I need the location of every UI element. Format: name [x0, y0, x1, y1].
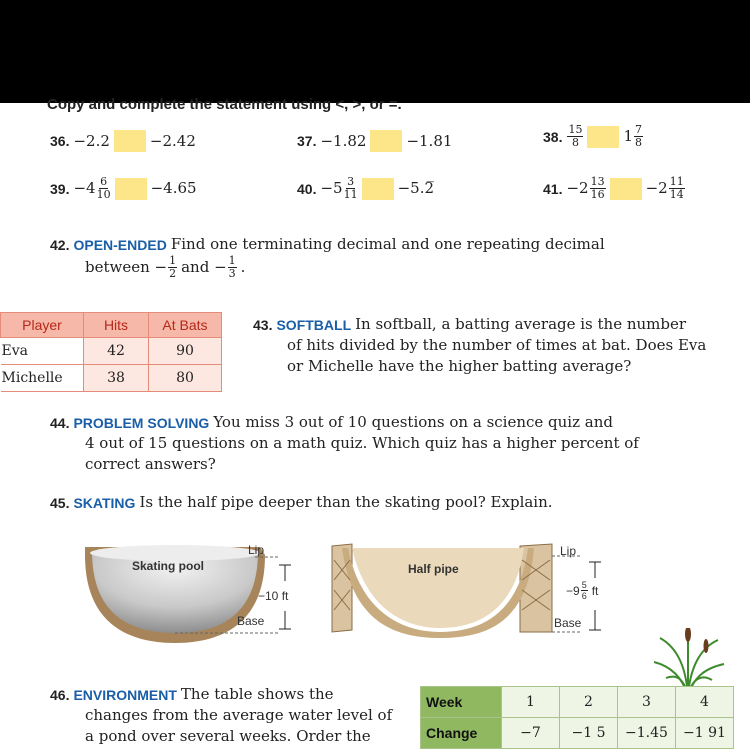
table-cell: 2	[560, 687, 618, 718]
left-value: −1.82	[320, 131, 367, 150]
answer-box[interactable]	[370, 130, 402, 152]
question-44	[50, 412, 740, 475]
question-keyword: SOFTBALL	[276, 316, 352, 333]
problem-number: 41.	[543, 180, 563, 197]
pipe-lip-label: Lip	[560, 544, 577, 558]
problem-40	[297, 176, 438, 201]
right-value: −4.65	[150, 179, 197, 197]
left-whole: −4	[73, 179, 96, 197]
depth-whole: −9	[566, 583, 580, 598]
table-cell: −1.45	[618, 718, 676, 749]
question-text: The table shows the	[180, 685, 334, 703]
right-value: −2.42	[149, 131, 196, 150]
question-text: 4 out of 15 questions on a math quiz. Which quiz has a higher percent of	[85, 434, 639, 452]
table-cell: −1 91	[676, 718, 734, 749]
pool-base-label: Base	[237, 614, 265, 628]
answer-box[interactable]	[610, 178, 642, 200]
left-fraction: $\frac{15}{8}$	[568, 123, 583, 149]
problem-number: 39.	[50, 180, 70, 197]
answer-box[interactable]	[114, 130, 146, 152]
water-level-table	[420, 686, 734, 749]
right-value: −1.81	[406, 131, 453, 150]
pool-title: Skating pool	[132, 559, 204, 573]
left-whole: −2	[566, 179, 589, 197]
problem-38	[543, 124, 647, 149]
question-text: In softball, a batting average is the number	[355, 315, 687, 333]
table-cell: −7	[502, 718, 560, 749]
question-text: and −	[181, 258, 227, 276]
table-cell: Eva	[1, 338, 84, 365]
pipe-depth-label	[566, 580, 602, 601]
left-fraction: $\frac{13}{16}$	[590, 175, 605, 201]
answer-box[interactable]	[362, 178, 394, 200]
header-player: Player	[1, 313, 84, 338]
question-text: of hits divided by the number of times at bat. Does Eva	[287, 336, 707, 354]
question-43	[253, 314, 743, 377]
table-row	[1, 338, 222, 365]
problem-41	[543, 176, 689, 201]
pool-depth-label: −10 ft	[258, 589, 289, 603]
question-text: You miss 3 out of 10 questions on a science quiz and	[213, 413, 613, 431]
question-keyword: SKATING	[73, 494, 136, 511]
skating-pool-figure	[80, 535, 310, 650]
problem-number: 43.	[253, 316, 273, 333]
table-row	[421, 718, 734, 749]
table-cell: 80	[149, 365, 222, 392]
question-text: Is the half pipe deeper than the skating pool? Explain.	[139, 493, 553, 511]
left-value: −2.2	[73, 131, 110, 150]
table-cell: 42	[84, 338, 149, 365]
question-text: or Michelle have the higher batting average?	[287, 357, 632, 375]
batting-table	[0, 312, 222, 392]
answer-box[interactable]	[587, 126, 619, 148]
right-whole: −2	[645, 179, 668, 197]
question-text: correct answers?	[85, 455, 216, 473]
half-pipe-figure	[320, 540, 630, 640]
table-cell: Michelle	[1, 365, 84, 392]
question-keyword: PROBLEM SOLVING	[73, 414, 210, 431]
left-fraction: $\frac{3}{11}$	[343, 175, 358, 201]
top-black-bar	[0, 0, 750, 103]
pipe-base-label: Base	[554, 616, 582, 630]
question-text: a pond over several weeks. Order the	[85, 727, 371, 745]
table-cell: 90	[149, 338, 222, 365]
right-value: −5.2̅	[397, 179, 435, 197]
question-text: between −	[85, 258, 168, 276]
problem-number: 36.	[50, 133, 70, 149]
question-45	[50, 492, 557, 513]
table-cell: 4	[676, 687, 734, 718]
question-42	[50, 234, 710, 280]
table-row	[1, 365, 222, 392]
header-hits: Hits	[84, 313, 149, 338]
question-keyword: ENVIRONMENT	[73, 686, 177, 703]
week-header: Week	[421, 687, 502, 718]
table-cell: 38	[84, 365, 149, 392]
question-text: changes from the average water level of	[85, 706, 393, 724]
problem-39	[50, 176, 201, 201]
question-keyword: OPEN-ENDED	[73, 236, 167, 253]
problem-number: 44.	[50, 414, 70, 431]
right-fraction: $\frac{7}{8}$	[635, 123, 643, 149]
pool-lip-label: Lip	[248, 543, 265, 557]
question-text: Find one terminating decimal and one repeating decimal	[170, 235, 605, 253]
problem-number: 42.	[50, 236, 70, 253]
left-whole: −5	[320, 179, 343, 197]
problem-number: 38.	[543, 128, 563, 145]
right-whole: 1	[623, 127, 634, 145]
left-fraction: $\frac{6}{10}$	[96, 175, 111, 201]
fraction-third: $\frac{1}{3}$	[228, 254, 236, 280]
right-fraction: $\frac{11}{14}$	[669, 175, 684, 201]
table-cell: −1 5	[560, 718, 618, 749]
problem-36	[50, 130, 200, 152]
question-46	[50, 684, 410, 747]
period: .	[240, 258, 246, 276]
change-header: Change	[421, 718, 502, 749]
depth-fraction: $\frac{5}{6}$	[581, 580, 587, 601]
fraction-half: $\frac{1}{2}$	[169, 254, 177, 280]
problem-number: 46.	[50, 686, 70, 703]
instructions: Copy and complete the statement using <, >, or =.	[47, 96, 402, 113]
problem-number: 40.	[297, 180, 317, 197]
depth-unit: ft	[591, 583, 599, 598]
problem-37	[297, 130, 456, 152]
answer-box[interactable]	[115, 178, 147, 200]
header-at-bats: At Bats	[149, 313, 222, 338]
table-cell: 3	[618, 687, 676, 718]
problem-number: 45.	[50, 494, 70, 511]
problem-number: 37.	[297, 133, 317, 149]
table-cell: 1	[502, 687, 560, 718]
table-row	[421, 687, 734, 718]
pipe-title: Half pipe	[408, 562, 459, 576]
